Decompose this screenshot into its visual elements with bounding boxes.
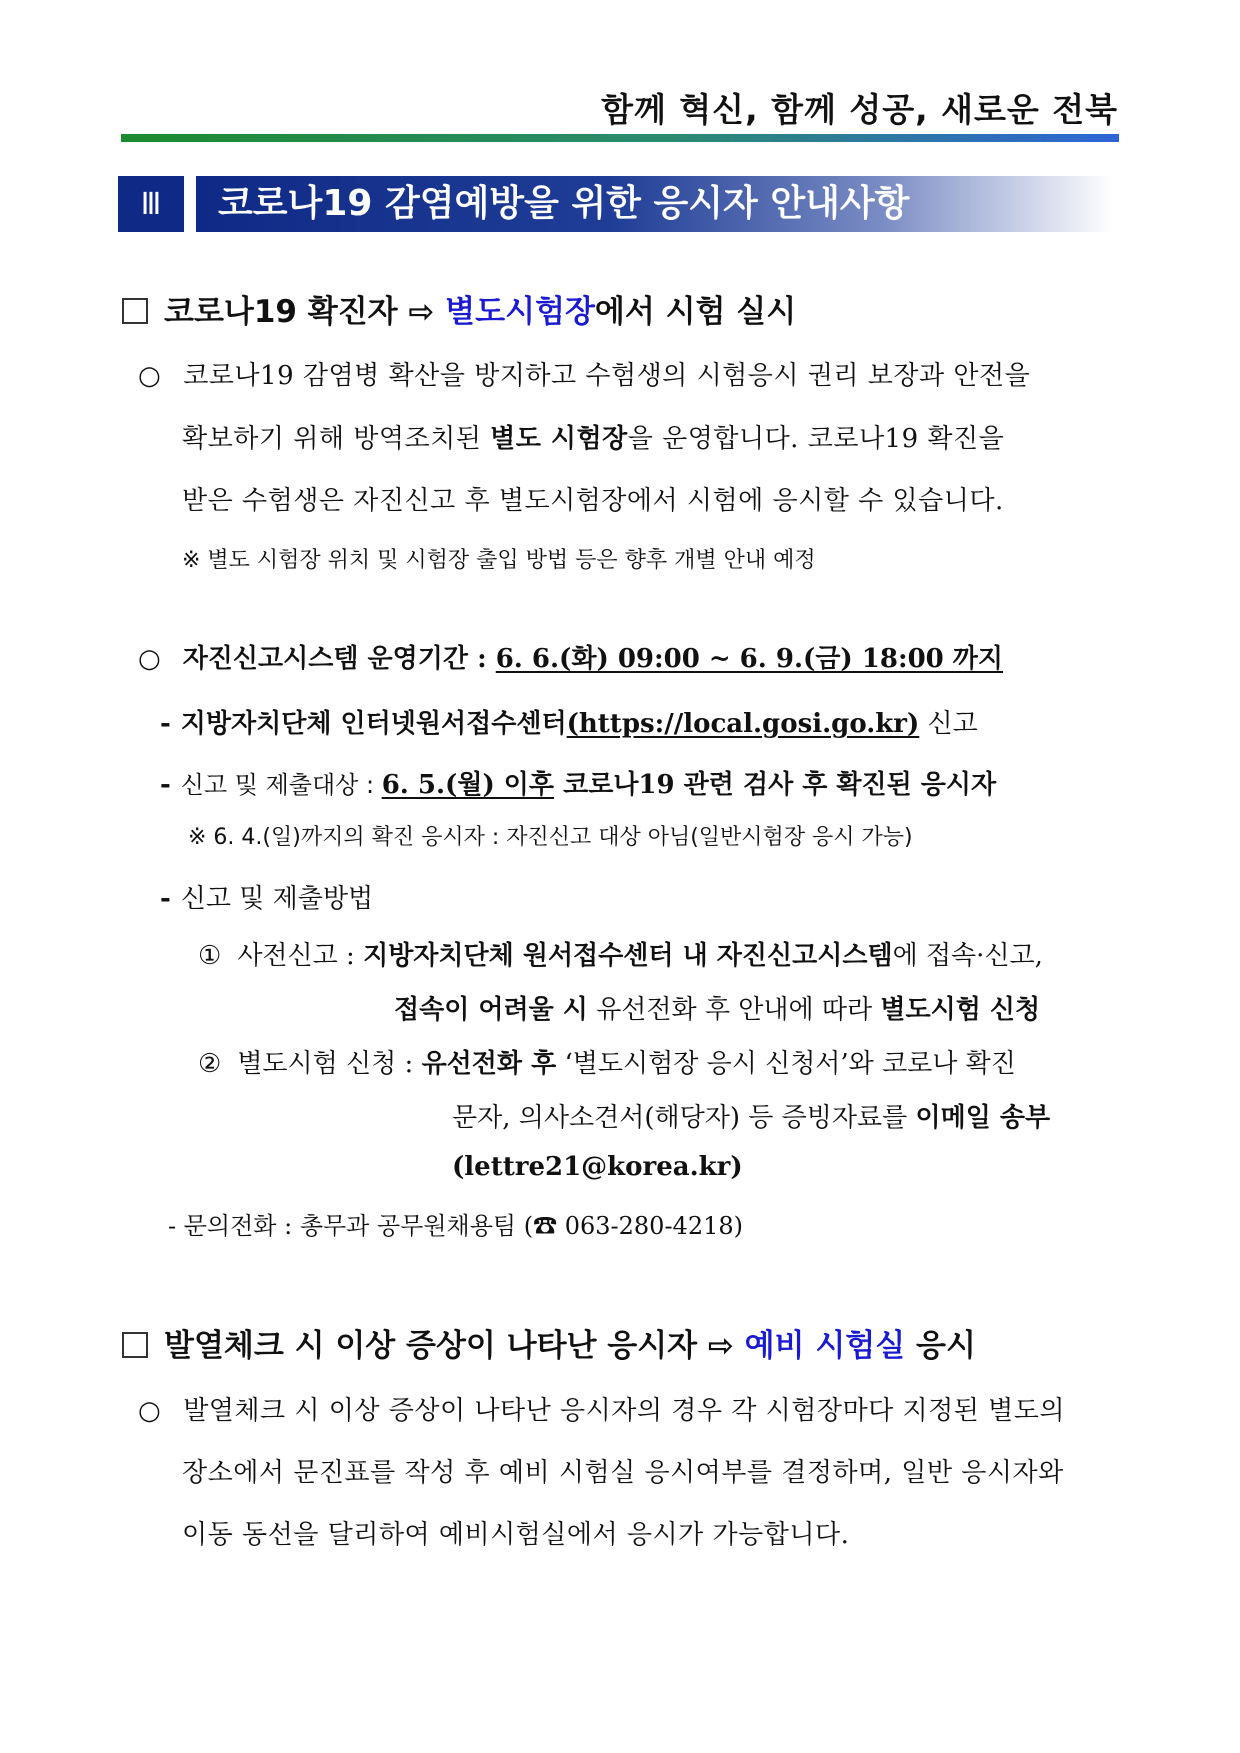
block3-heading bbox=[122, 1320, 976, 1365]
step2-line2-text: 문자, 의사소견서(해당자) 등 증빙자료를 bbox=[452, 1103, 916, 1133]
header-slogan: 함께 혁신, 함께 성공, 새로운 전북 bbox=[601, 90, 1118, 129]
block1-para-line1 bbox=[138, 355, 1030, 392]
period-value: 6. 6.(화) 09:00 ~ 6. 9.(금) 18:00 까지 bbox=[495, 644, 1004, 674]
step1-line2-bold: 접속이 어려울 시 bbox=[394, 995, 588, 1025]
target-label: 신고 및 제출대상 : bbox=[180, 771, 382, 799]
step2-bold: 유선전화 후 bbox=[421, 1049, 557, 1079]
step2-line2-bold: 이메일 송부 bbox=[915, 1103, 1051, 1133]
step1-line2 bbox=[394, 989, 1040, 1026]
site-suffix: 신고 bbox=[919, 709, 978, 739]
circle-bullet-icon: ○ bbox=[138, 1396, 162, 1426]
block1-para-text2a: 확보하기 위해 방역조치된 bbox=[182, 424, 491, 454]
step1-line2-text: 유선전화 후 안내에 따라 bbox=[587, 995, 881, 1025]
section-title: 코로나19 감염예방을 위한 응시자 안내사항 bbox=[218, 183, 910, 224]
block1-heading-highlight: 별도시험장 bbox=[445, 294, 595, 330]
block1-note: ※ 별도 시험장 위치 및 시험장 출입 방법 등은 향후 개별 안내 예정 bbox=[182, 548, 816, 573]
block3-para-line3: 이동 동선을 달리하여 예비시험실에서 응시가 가능합니다. bbox=[182, 1520, 850, 1550]
step1-line1 bbox=[198, 935, 1043, 972]
section-number: Ⅲ bbox=[118, 176, 184, 232]
block3-para-text1: 발열체크 시 이상 증상이 나타난 응시자의 경우 각 시험장마다 지정된 별도의 bbox=[183, 1396, 1065, 1426]
block2-method: - 신고 및 제출방법 bbox=[160, 884, 374, 914]
step1-number: ① bbox=[198, 941, 222, 971]
block1-para-text1: 코로나19 감염병 확산을 방지하고 수험생의 시험응시 권리 보장과 안전을 bbox=[183, 361, 1031, 391]
step2-email: (lettre21@korea.kr) bbox=[452, 1152, 743, 1182]
block1-para-line3: 받은 수험생은 자진신고 후 별도시험장에서 시험에 응시할 수 있습니다. bbox=[182, 486, 1004, 516]
checkbox-square-icon bbox=[122, 298, 148, 324]
block3-heading-highlight: 예비 시험실 bbox=[744, 1328, 906, 1364]
block2-period bbox=[138, 638, 1003, 675]
circle-bullet-icon: ○ bbox=[138, 644, 161, 674]
target-rest: 코로나19 관련 검사 후 확진된 응시자 bbox=[554, 770, 997, 800]
block1-para-line2 bbox=[182, 418, 1004, 455]
target-note: ※ 6. 4.(일)까지의 확진 응시자 : 자진신고 대상 아님(일반시험장 응시 가능) bbox=[188, 825, 913, 850]
step2-line1 bbox=[198, 1043, 1016, 1080]
checkbox-square-icon bbox=[122, 1332, 148, 1358]
target-date: 6. 5.(월) 이후 bbox=[381, 770, 555, 800]
step1-line2-bold2: 별도시험 신청 bbox=[880, 995, 1041, 1025]
header-rule bbox=[121, 134, 1119, 142]
block1-heading-prefix: 코로나19 확진자 ⇨ bbox=[164, 294, 446, 330]
block3-heading-prefix: 발열체크 시 이상 증상이 나타난 응시자 ⇨ bbox=[164, 1328, 745, 1364]
block2-target: - 신고 및 제출대상 : 6. 5.(월) 이후 코로나19 관련 검사 후 확진된 응시자 bbox=[160, 770, 997, 800]
site-url: (https://local.gosi.go.kr) bbox=[566, 709, 920, 739]
step2-label: 별도시험 신청 : bbox=[237, 1049, 422, 1079]
block1-heading-suffix: 에서 시험 실시 bbox=[594, 294, 797, 330]
contact-line: - 문의전화 : 총무과 공무원채용팀 (☎ 063-280-4218) bbox=[168, 1212, 744, 1240]
site-label: 지방자치단체 인터넷원서접수센터 bbox=[180, 709, 567, 739]
step1-suffix: 에 접속·신고, bbox=[892, 941, 1043, 971]
method-label: 신고 및 제출방법 bbox=[180, 884, 374, 914]
block1-para-text2-bold: 별도 시험장 bbox=[490, 424, 628, 454]
block1-heading bbox=[122, 286, 796, 331]
block2-site: - 지방자치단체 인터넷원서접수센터(https://local.gosi.go.kr) 신고 bbox=[160, 709, 978, 739]
block3-para-line1 bbox=[138, 1390, 1065, 1427]
block3-heading-suffix: 응시 bbox=[905, 1328, 976, 1364]
step1-label: 사전신고 : bbox=[237, 941, 364, 971]
step1-bold: 지방자치단체 원서접수센터 내 자진신고시스템 bbox=[363, 941, 893, 971]
block1-para-text2b: 을 운영합니다. 코로나19 확진을 bbox=[627, 424, 1005, 454]
period-label: 자진신고시스템 운영기간 : bbox=[182, 644, 496, 674]
step2-line2 bbox=[452, 1097, 1050, 1134]
step2-number: ② bbox=[198, 1049, 222, 1079]
step2-suffix: ‘별도시험장 응시 신청서’와 코로나 확진 bbox=[556, 1049, 1016, 1079]
circle-bullet-icon: ○ bbox=[138, 361, 162, 391]
block3-para-line2: 장소에서 문진표를 작성 후 예비 시험실 응시여부를 결정하며, 일반 응시자와 bbox=[182, 1458, 1064, 1488]
